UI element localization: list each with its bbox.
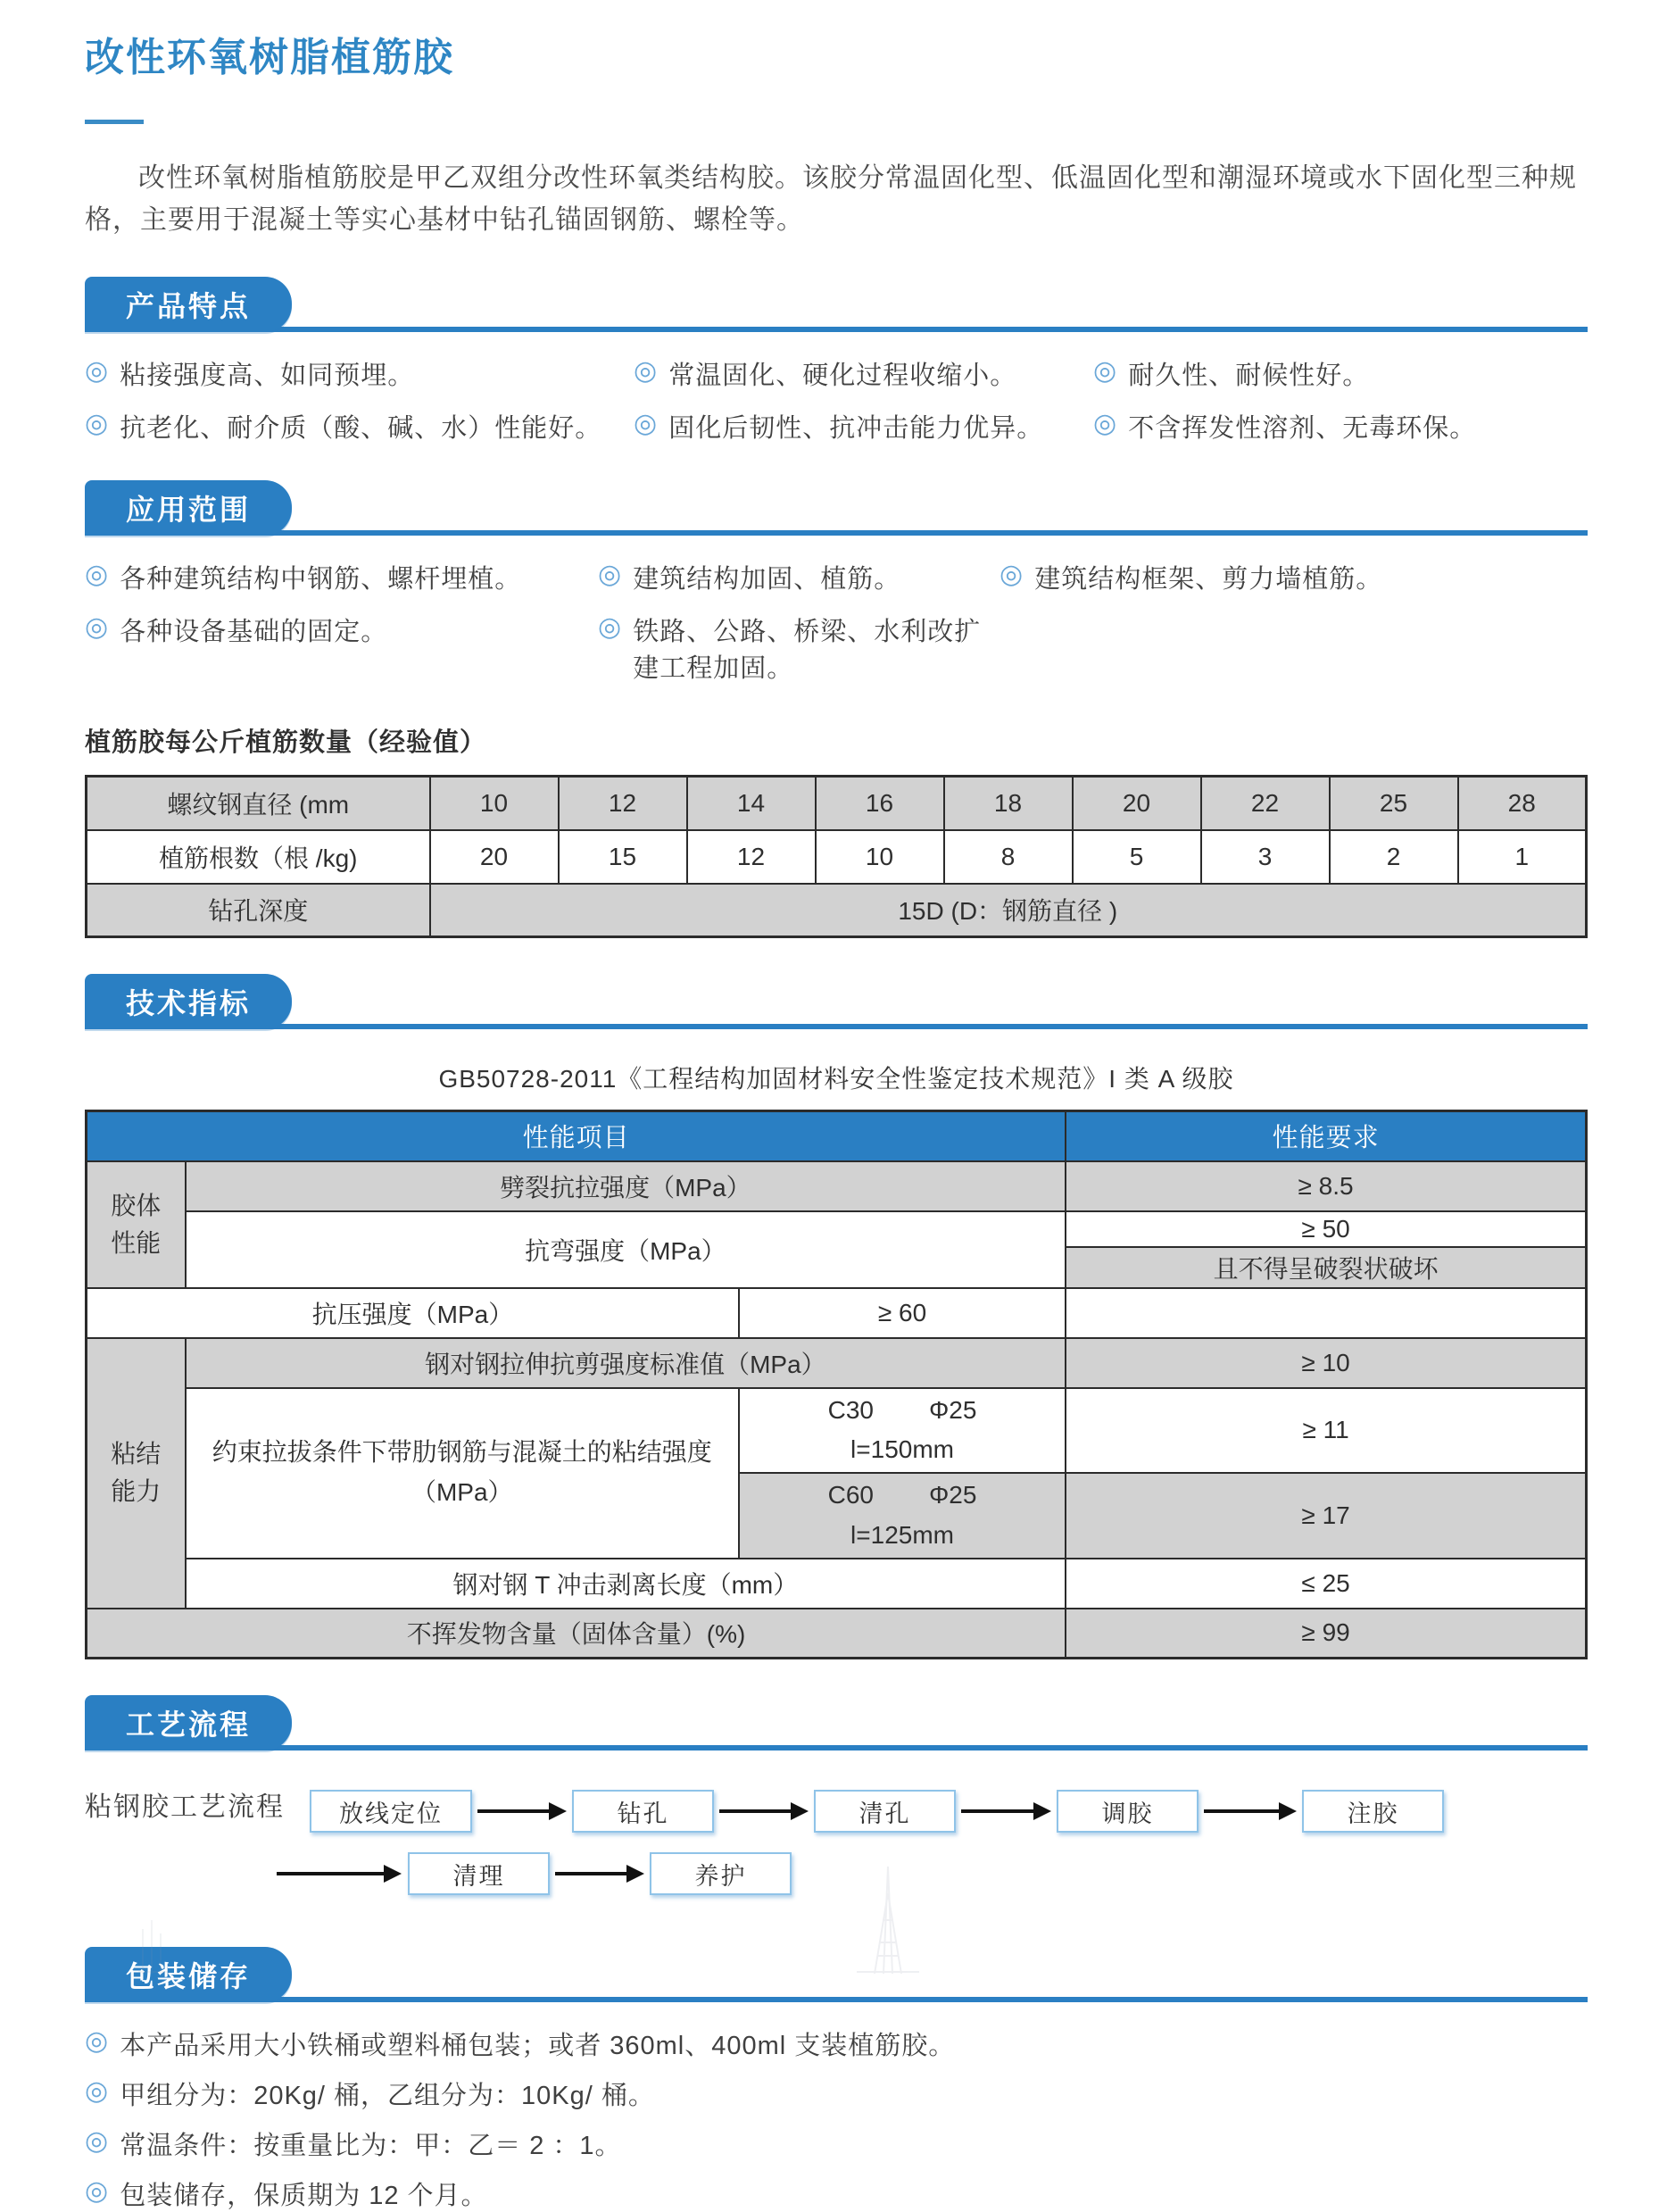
list-item: [85, 408, 634, 445]
condition-c60: C60 Φ25 l=125mm: [739, 1473, 1066, 1559]
flow-step: 钻孔: [572, 1790, 714, 1833]
property-req: 且不得呈破裂状破坏: [1066, 1247, 1586, 1288]
flow-arrow-icon: [961, 1802, 1051, 1820]
table-header-row: [87, 1111, 1587, 1161]
property-req: ≤ 25: [1066, 1559, 1586, 1609]
list-item: [1093, 355, 1588, 392]
application-text: 各种建筑结构中钢筋、螺杆埋植。: [120, 565, 522, 594]
section-header-applications: [85, 486, 1588, 536]
condition-c30: C30 Φ25 l=150mm: [739, 1388, 1066, 1474]
list-item: [85, 559, 598, 595]
bullet-icon: ◎: [1093, 409, 1118, 438]
feature-text: 抗老化、耐介质（酸、碱、水）性能好。: [120, 414, 602, 443]
table-row: [87, 884, 1587, 937]
list-item: [1000, 559, 1588, 595]
packaging-text: 甲组分为：20Kg/ 桶，乙组分为：10Kg/ 桶。: [120, 2082, 655, 2111]
property-name: 不挥发物含量（固体含量）(%): [87, 1609, 1066, 1659]
diameter-cell: 12: [559, 777, 687, 830]
diameter-cell: 22: [1201, 777, 1330, 830]
list-item: [85, 611, 598, 685]
application-text: 铁路、公路、桥梁、水利改扩建工程加固。: [633, 618, 982, 683]
watermark-lines-graphic: [134, 1911, 214, 1974]
section-title-applications: 应用范围: [126, 494, 252, 526]
bullet-icon: ◎: [85, 2026, 110, 2057]
group-label-colloid: 胶体性能: [87, 1161, 186, 1288]
property-name: 抗压强度（MPa）: [87, 1288, 739, 1338]
table-row: [87, 777, 1587, 830]
flow-arrow-icon: [1204, 1802, 1297, 1820]
packaging-text: 本产品采用大小铁桶或塑料桶包装；或者 360ml、400ml 支装植筋胶。: [120, 2032, 956, 2061]
section-header-process: [85, 1701, 1588, 1750]
feature-text: 固化后韧性、抗冲击能力优异。: [668, 414, 1044, 443]
standard-note: GB50728-2011《工程结构加固材料安全性鉴定技术规范》I 类 A 级胶: [438, 1065, 1234, 1093]
list-item: [85, 2025, 1588, 2062]
property-name: 钢对钢 T 冲击剥离长度（mm）: [186, 1559, 1066, 1609]
list-item: [85, 2125, 1588, 2162]
group-label-bond: 粘结能力: [87, 1338, 186, 1609]
table-row: [87, 830, 1587, 884]
diameter-cell: 10: [430, 777, 559, 830]
property-name: 钢对钢拉伸抗剪强度标准值（MPa）: [186, 1338, 1066, 1388]
title-underline: [85, 120, 144, 124]
count-cell: 10: [816, 830, 944, 884]
section-badge-tech: [85, 974, 292, 1029]
count-cell: 8: [944, 830, 1073, 884]
section-badge-applications: [85, 480, 292, 536]
feature-text: 粘接强度高、如同预埋。: [120, 362, 415, 390]
property-req: ≥ 8.5: [1066, 1161, 1586, 1211]
diameter-cell: 16: [816, 777, 944, 830]
list-item: [85, 355, 634, 392]
property-name: 劈裂抗拉强度（MPa）: [186, 1161, 1066, 1211]
property-req: ≥ 99: [1066, 1609, 1586, 1659]
list-item: [598, 611, 1000, 685]
bullet-icon: ◎: [85, 2126, 110, 2157]
flow-subtitle: 粘钢胶工艺流程: [85, 1792, 285, 1823]
flow-arrow-icon: [277, 1865, 402, 1883]
features-list: [85, 355, 1588, 445]
table-row: [87, 1388, 1587, 1474]
bullet-icon: ◎: [85, 409, 110, 438]
bullet-icon: ◎: [634, 409, 659, 438]
flow-step: 养护: [650, 1852, 792, 1895]
rebar-count-table: [85, 775, 1588, 938]
section-badge-features: [85, 277, 292, 332]
section-header-features: [85, 282, 1588, 332]
flow-arrow-icon: [719, 1802, 809, 1820]
diameter-cell: 18: [944, 777, 1073, 830]
table-row: [87, 1338, 1587, 1388]
property-req: ≥ 10: [1066, 1338, 1586, 1388]
list-item: [85, 2175, 1588, 2212]
section-title-packaging: 包装储存: [126, 1960, 252, 1993]
bullet-icon: ◎: [598, 560, 623, 589]
row-label: 植筋根数（根 /kg): [87, 830, 430, 884]
feature-text: 耐久性、耐候性好。: [1128, 362, 1370, 390]
bullet-icon: ◎: [1000, 560, 1024, 589]
section-title-features: 产品特点: [126, 290, 252, 322]
diameter-cell: 25: [1330, 777, 1458, 830]
flow-step: 注胶: [1302, 1790, 1444, 1833]
packaging-list: [85, 2025, 1588, 2212]
tech-spec-table: [85, 1110, 1588, 1659]
table-row: [87, 1288, 1587, 1338]
bullet-icon: ◎: [85, 2076, 110, 2107]
applications-list: [85, 559, 1588, 685]
row-label: 钻孔深度: [87, 884, 430, 937]
property-name: 约束拉拔条件下带肋钢筋与混凝土的粘结强度 （MPa）: [186, 1388, 739, 1559]
col-header-item: 性能项目: [87, 1111, 1066, 1161]
count-cell: 5: [1073, 830, 1201, 884]
application-text: 建筑结构框架、剪力墙植筋。: [1034, 565, 1383, 594]
bullet-icon: ◎: [85, 2176, 110, 2207]
count-cell: 3: [1201, 830, 1330, 884]
packaging-text: 常温条件：按重量比为：甲：乙＝ 2 ：1。: [120, 2132, 622, 2161]
page-title: 改性环氧树脂植筋胶: [85, 36, 454, 79]
feature-text: 常温固化、硬化过程收缩小。: [668, 362, 1017, 390]
property-name: 抗弯强度（MPa）: [186, 1211, 1066, 1288]
count-cell: 12: [687, 830, 816, 884]
diameter-cell: 20: [1073, 777, 1201, 830]
list-item: [634, 408, 1093, 445]
bullet-icon: ◎: [85, 356, 110, 386]
feature-text: 不含挥发性溶剂、无毒环保。: [1128, 414, 1477, 443]
bullet-icon: ◎: [1093, 356, 1118, 386]
flow-step: 放线定位: [310, 1790, 472, 1833]
list-item: [85, 2075, 1588, 2112]
count-cell: 20: [430, 830, 559, 884]
table-row: [87, 1211, 1587, 1247]
flow-step: 调胶: [1057, 1790, 1199, 1833]
bullet-icon: ◎: [598, 612, 623, 642]
flow-arrow-icon: [555, 1865, 644, 1883]
flow-step: 清孔: [814, 1790, 956, 1833]
property-req: ≥ 11: [1066, 1388, 1586, 1474]
table-row: [87, 1161, 1587, 1211]
watermark-tower-graphic: [821, 1858, 955, 1974]
col-header-req: 性能要求: [1066, 1111, 1586, 1161]
count-cell: 15: [559, 830, 687, 884]
rebar-table-caption: 植筋胶每公斤植筋数量（经验值）: [85, 728, 487, 757]
list-item: [1093, 408, 1588, 445]
section-title-process: 工艺流程: [126, 1709, 252, 1742]
count-cell: 1: [1458, 830, 1587, 884]
row-label: 螺纹钢直径 (mm: [87, 777, 430, 830]
application-text: 各种设备基础的固定。: [120, 618, 388, 646]
flow-arrow-icon: [477, 1802, 567, 1820]
packaging-text: 包装储存，保质期为 12 个月。: [120, 2182, 488, 2211]
diameter-cell: 28: [1458, 777, 1587, 830]
bullet-icon: ◎: [85, 560, 110, 589]
intro-paragraph: 改性环氧树脂植筋胶是甲乙双组分改性环氧类结构胶。该胶分常温固化型、低温固化型和潮湿环境或水下固化型三种规格，主要用于混凝土等实心基材中钻孔锚固钢筋、螺栓等。: [85, 163, 1577, 235]
property-req: ≥ 50: [1066, 1211, 1586, 1247]
diameter-cell: 14: [687, 777, 816, 830]
count-cell: 2: [1330, 830, 1458, 884]
list-item: [634, 355, 1093, 392]
table-row: [87, 1559, 1587, 1609]
property-req: ≥ 60: [739, 1288, 1066, 1338]
section-title-tech: 技术指标: [126, 987, 252, 1019]
list-item: [598, 559, 1000, 595]
flow-step: 清理: [408, 1852, 550, 1895]
property-req: ≥ 17: [1066, 1473, 1586, 1559]
table-row: [87, 1609, 1587, 1659]
bullet-icon: ◎: [85, 612, 110, 642]
section-header-tech: [85, 979, 1588, 1029]
drill-depth-cell: 15D (D：钢筋直径 ): [430, 884, 1587, 937]
section-badge-process: [85, 1695, 292, 1750]
application-text: 建筑结构加固、植筋。: [633, 565, 901, 594]
bullet-icon: ◎: [634, 356, 659, 386]
